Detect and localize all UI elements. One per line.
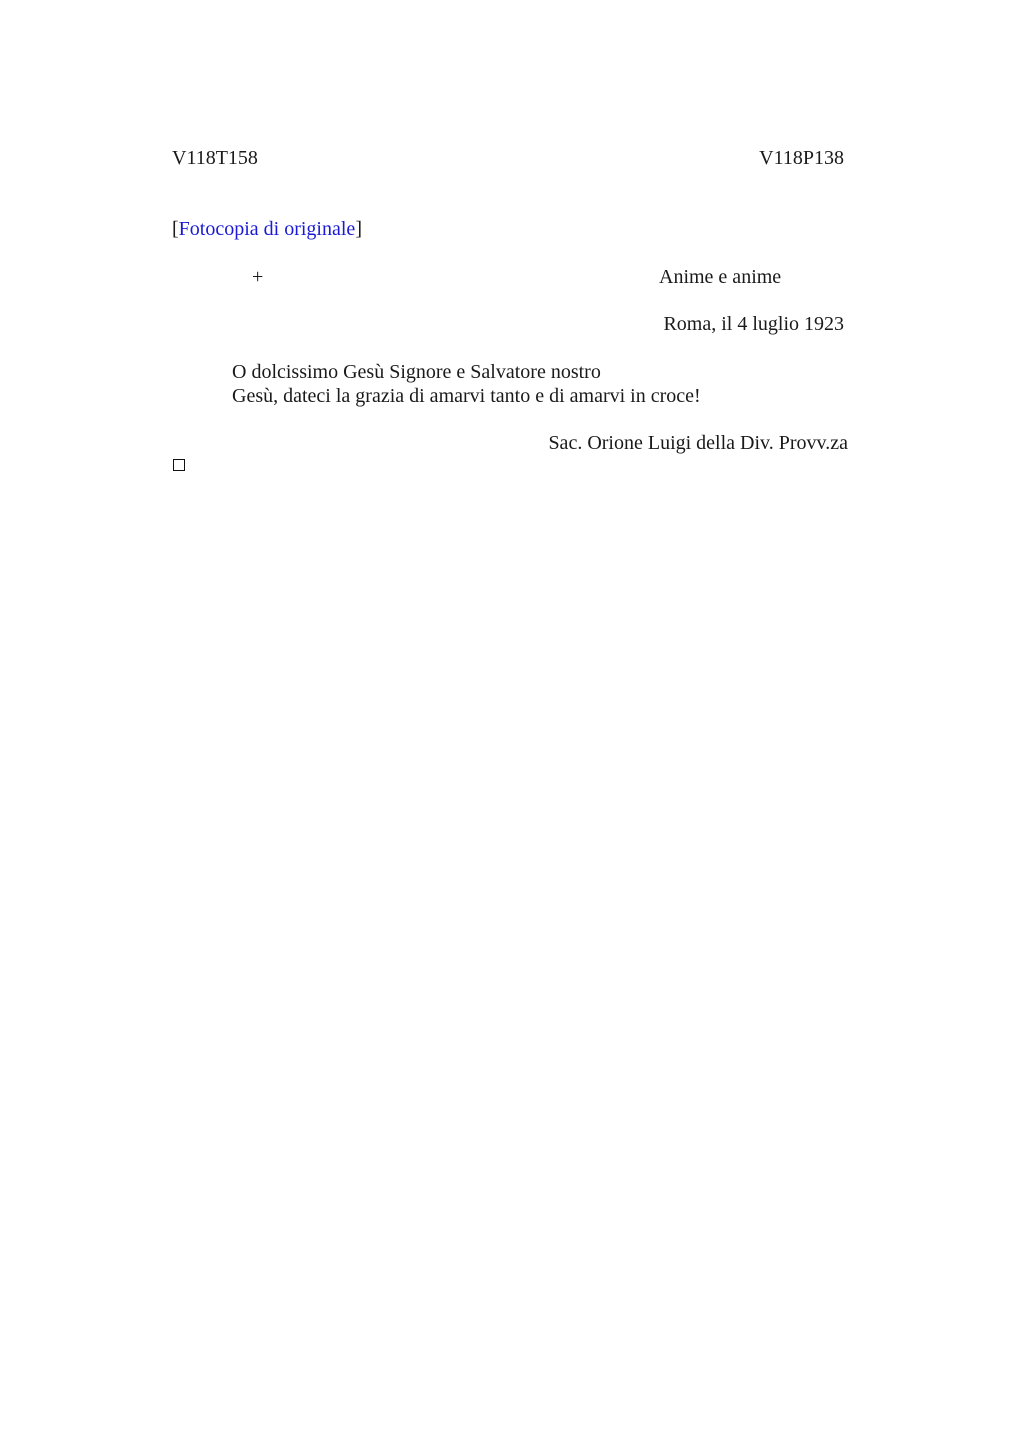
motto: Anime e anime [659, 266, 782, 288]
source-close-bracket: ] [355, 218, 362, 240]
source-link[interactable]: Fotocopia di originale [178, 218, 356, 240]
cross-mark: + [252, 266, 264, 288]
letter-body-line: Gesù, dateci la grazia di amarvi tanto e di amarvi in croce! [232, 385, 701, 407]
letter-body-line: O dolcissimo Gesù Signore e Salvatore nostro [232, 361, 601, 383]
signature: Sac. Orione Luigi della Div. Provv.za [548, 432, 848, 454]
end-of-document-box-icon [173, 459, 185, 471]
source-open-bracket: [ [172, 218, 179, 240]
document-code-right: V118P138 [759, 147, 844, 169]
source-note [172, 217, 362, 241]
document-code-left: V118T158 [172, 147, 258, 169]
dateline: Roma, il 4 luglio 1923 [663, 313, 844, 335]
